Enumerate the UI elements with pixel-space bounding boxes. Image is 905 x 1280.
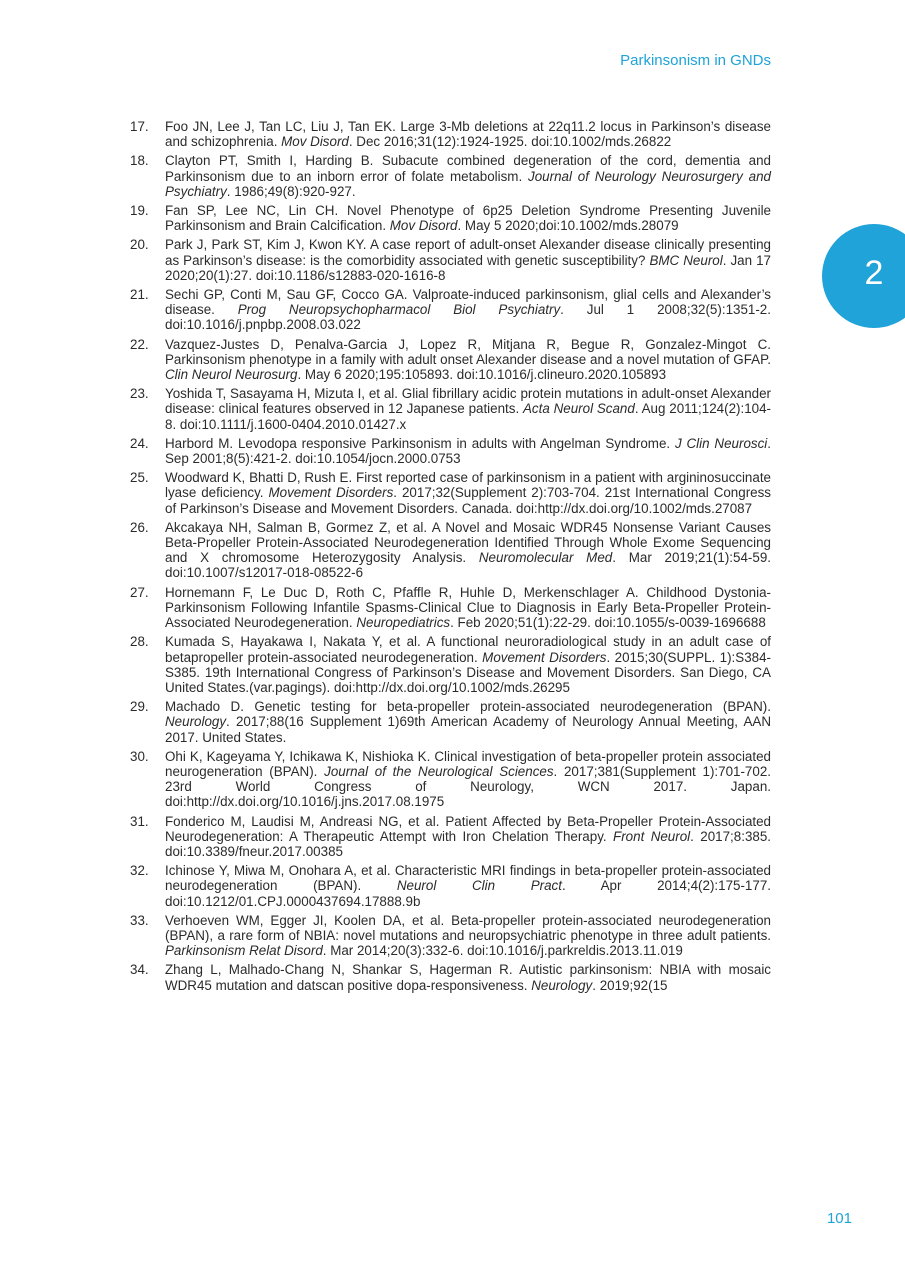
reference-authors-title: Harbord M. Levodopa responsive Parkinsonism in adults with Angelman Syndrome. — [165, 435, 675, 451]
reference-citation: . 1986;49(8):920-927. — [226, 183, 356, 199]
reference-number: 23. — [130, 386, 149, 402]
reference-text — [165, 470, 771, 516]
reference-journal: Neurol Clin Pract — [396, 878, 562, 894]
reference-citation: . 2017;8:385. doi:10.3389/fneur.2017.00385 — [165, 828, 772, 859]
reference-number: 34. — [130, 962, 149, 978]
reference-journal: Neurology — [531, 977, 593, 993]
reference-text — [165, 153, 771, 199]
reference-item — [130, 962, 771, 992]
reference-item — [130, 470, 771, 516]
reference-authors-title: Machado D. Genetic testing for beta-propeller protein-associated neurodegeneration (BPAN). — [165, 699, 771, 715]
reference-journal: BMC Neurol — [649, 252, 723, 268]
reference-citation: . Mar 2014;20(3):332-6. doi:10.1016/j.parkreldis.2013.11.019 — [322, 943, 683, 959]
reference-citation: . Dec 2016;31(12):1924-1925. doi:10.1002/mds.26822 — [348, 134, 672, 150]
reference-authors-title: Foo JN, Lee J, Tan LC, Liu J, Tan EK. Large 3-Mb deletions at 22q11.2 locus in Parkinson’s disease and schizophrenia. — [165, 119, 771, 150]
reference-authors-title: Woodward K, Bhatti D, Rush E. First reported case of parkinsonism in a patient with argininosuccinate lyase deficiency. — [165, 470, 771, 501]
reference-text — [165, 520, 771, 581]
reference-item — [130, 585, 771, 631]
reference-journal: Mov Disord — [389, 218, 458, 234]
reference-text — [165, 337, 771, 383]
reference-journal: J Clin Neurosci — [674, 435, 768, 451]
reference-text — [165, 237, 771, 283]
reference-authors-title: Verhoeven WM, Egger JI, Koolen DA, et al. Beta-propeller protein-associated neurodegeneration (BPAN), a rare form of NBIA: novel mutations and neuropsychiatric phenotype in three adult patients. — [165, 912, 771, 943]
reference-item — [130, 520, 771, 581]
reference-authors-title: Hornemann F, Le Duc D, Roth C, Pfaffle R, Huhle D, Merkenschlager A. Childhood Dystonia-Parkinsonism Following Infantile Spasms-Clinical Clue to Diagnosis in Early Beta-Propeller Protein-Associated Neurodegeneration. — [165, 584, 771, 631]
reference-citation: . Aug 2011;124(2):104-8. doi:10.1111/j.1600-0404.2010.01427.x — [165, 401, 771, 432]
reference-journal: Parkinsonism Relat Disord — [165, 943, 323, 959]
reference-journal: Acta Neurol Scand — [523, 401, 635, 417]
reference-number: 18. — [130, 153, 149, 169]
reference-journal: Journal of Neurology Neurosurgery and Psychiatry — [165, 168, 771, 199]
reference-citation: . 2017;88(16 Supplement 1)69th American Academy of Neurology Annual Meeting, AAN 2017. United States. — [165, 714, 771, 745]
reference-item — [130, 237, 771, 283]
reference-number: 31. — [130, 813, 149, 829]
reference-journal: Movement Disorders — [268, 485, 394, 501]
reference-number: 30. — [130, 748, 149, 764]
reference-citation: . May 5 2020;doi:10.1002/mds.28079 — [457, 218, 679, 234]
reference-text — [165, 699, 771, 745]
reference-authors-title: Park J, Park ST, Kim J, Kwon KY. A case report of adult-onset Alexander disease clinically presenting as Parkinson’s disease: is the comorbidity associated with genetic susceptibility? — [165, 237, 771, 268]
reference-number: 26. — [130, 519, 149, 535]
reference-text — [165, 749, 771, 810]
page-number: 101 — [826, 1210, 852, 1227]
reference-text — [165, 814, 771, 860]
reference-item — [130, 287, 771, 333]
reference-citation: . Jan 17 2020;20(1):27. doi:10.1186/s12883-020-1616-8 — [165, 252, 771, 283]
reference-journal: Mov Disord — [281, 134, 349, 150]
reference-citation: . Apr 2014;4(2):175-177. doi:10.1212/01.CPJ.0000437694.17888.9b — [165, 878, 771, 909]
reference-text — [165, 863, 771, 909]
reference-citation: . Sep 2001;8(5):421-2. doi:10.1054/jocn.2000.0753 — [165, 435, 771, 467]
reference-item — [130, 337, 771, 383]
reference-number: 17. — [130, 119, 149, 134]
reference-item — [130, 119, 771, 149]
reference-text — [165, 585, 771, 631]
reference-journal: Clin Neurol Neurosurg — [165, 367, 298, 383]
reference-list — [130, 119, 771, 997]
chapter-tab — [822, 224, 905, 328]
reference-citation: . 2019;92(15 — [592, 977, 668, 993]
reference-citation: . 2015;30(SUPPL. 1):S384-S385. 19th International Congress of Parkinson’s Disease and Movement Disorders. San Diego, CA United States.(var.pagings). doi:http://dx.doi.org/10.1002/mds.26295 — [165, 649, 771, 695]
reference-item — [130, 634, 771, 695]
reference-journal: Journal of the Neurological Sciences — [324, 763, 554, 779]
reference-authors-title: Ichinose Y, Miwa M, Onohara A, et al. Characteristic MRI findings in beta-propeller protein-associated neurodegeneration (BPAN). — [165, 863, 771, 894]
reference-citation: . Jul 1 2008;32(5):1351-2. doi:10.1016/j.pnpbp.2008.03.022 — [165, 302, 771, 333]
reference-citation: . Feb 2020;51(1):22-29. doi:10.1055/s-0039-1696688 — [450, 615, 766, 631]
reference-text — [165, 962, 771, 992]
reference-item — [130, 436, 771, 466]
reference-text — [165, 119, 771, 149]
reference-number: 25. — [130, 470, 149, 486]
reference-authors-title: Yoshida T, Sasayama H, Mizuta I, et al. Glial fibrillary acidic protein mutations in adult-onset Alexander disease: clinical features observed in 12 Japanese patients. — [165, 386, 771, 417]
reference-journal: Movement Disorders — [482, 649, 607, 665]
reference-item — [130, 749, 771, 810]
reference-authors-title: Zhang L, Malhado-Chang N, Shankar S, Hagerman R. Autistic parkinsonism: NBIA with mosaic WDR45 mutation and datscan positive dopa-responsiveness. — [165, 962, 771, 993]
reference-authors-title: Ohi K, Kageyama Y, Ichikawa K, Nishioka K. Clinical investigation of beta-propeller protein associated neurogeneration (BPAN). — [165, 748, 771, 779]
reference-number: 21. — [130, 287, 149, 303]
reference-number: 22. — [130, 336, 149, 352]
reference-text — [165, 287, 771, 333]
reference-number: 24. — [130, 435, 149, 451]
reference-citation: . Mar 2019;21(1):54-59. doi:10.1007/s12017-018-08522-6 — [165, 550, 771, 581]
reference-authors-title: Vazquez-Justes D, Penalva-Garcia J, Lopez R, Mitjana R, Begue R, Gonzalez-Mingot C. Parkinsonism phenotype in a family with adult onset Alexander disease and a novel mutation of GFAP. — [165, 336, 771, 367]
reference-number: 20. — [130, 237, 149, 253]
reference-item — [130, 153, 771, 199]
running-header: Parkinsonism in GNDs — [620, 52, 771, 69]
reference-item — [130, 863, 771, 909]
reference-item — [130, 203, 771, 233]
chapter-number: 2 — [864, 254, 884, 292]
reference-number: 19. — [130, 203, 149, 219]
reference-citation: . May 6 2020;195:105893. doi:10.1016/j.clineuro.2020.105893 — [297, 367, 667, 383]
reference-number: 32. — [130, 863, 149, 879]
reference-authors-title: Fan SP, Lee NC, Lin CH. Novel Phenotype of 6p25 Deletion Syndrome Presenting Juvenile Parkinsonism and Brain Calcification. — [165, 203, 771, 234]
reference-journal: Neurology — [165, 714, 227, 730]
reference-item — [130, 913, 771, 959]
reference-authors-title: Clayton PT, Smith I, Harding B. Subacute combined degeneration of the cord, dementia and Parkinsonism due to an inborn error of folate metabolism. — [165, 153, 771, 184]
reference-item — [130, 386, 771, 432]
reference-text — [165, 436, 771, 466]
reference-journal: Front Neurol — [613, 828, 691, 844]
reference-journal: Prog Neuropsychopharmacol Biol Psychiatry — [237, 302, 561, 318]
reference-authors-title: Akcakaya NH, Salman B, Gormez Z, et al. A Novel and Mosaic WDR45 Nonsense Variant Causes Beta-Propeller Protein-Associated Neurodegeneration Identified Through Whole Exome Sequencing and X chromosome Heterozygosity Analysis. — [165, 519, 771, 566]
reference-text — [165, 913, 771, 959]
reference-text — [165, 203, 771, 233]
reference-authors-title: Sechi GP, Conti M, Sau GF, Cocco GA. Valproate-induced parkinsonism, glial cells and Alexander’s disease. — [165, 287, 771, 318]
reference-authors-title: Kumada S, Hayakawa I, Nakata Y, et al. A functional neuroradiological study in an adult case of betapropeller protein-associated neurodegeneration. — [165, 634, 771, 665]
reference-journal: Neuromolecular Med — [478, 550, 613, 566]
reference-number: 27. — [130, 584, 149, 600]
reference-journal: Neuropediatrics — [356, 615, 451, 631]
reference-citation: . 2017;32(Supplement 2):703-704. 21st International Congress of Parkinson’s Disease and Movement Disorders. Canada. doi:http://dx.doi.org/10.1002/mds.27087 — [165, 485, 772, 516]
reference-item — [130, 814, 771, 860]
reference-text — [165, 634, 771, 695]
reference-number: 29. — [130, 699, 149, 715]
reference-authors-title: Fonderico M, Laudisi M, Andreasi NG, et al. Patient Affected by Beta-Propeller Protein-Associated Neurodegeneration: A Therapeutic Attempt with Iron Chelation Therapy. — [165, 813, 771, 844]
reference-number: 28. — [130, 634, 149, 650]
reference-text — [165, 386, 771, 432]
reference-number: 33. — [130, 912, 149, 928]
reference-citation: . 2017;381(Supplement 1):701-702. 23rd World Congress of Neurology, WCN 2017. Japan. doi:http://dx.doi.org/10.1016/j.jns.2017.08.1975 — [165, 763, 771, 810]
reference-item — [130, 699, 771, 745]
